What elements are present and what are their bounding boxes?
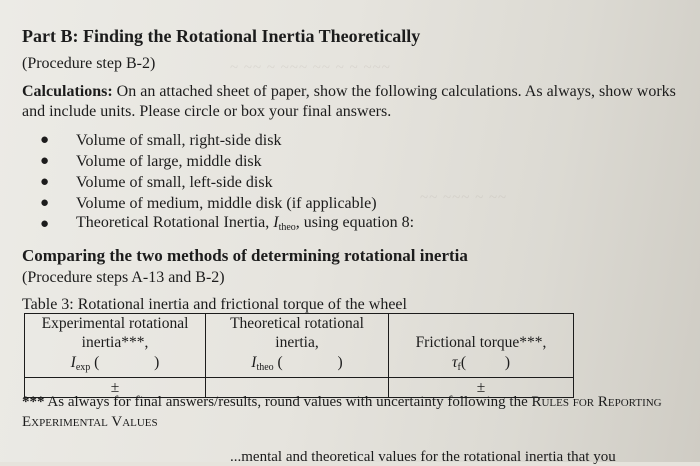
procedure-steps: (Procedure steps A-13 and B-2) bbox=[22, 269, 225, 286]
procedure-step: (Procedure step B-2) bbox=[22, 55, 156, 72]
theoretical-inertia-cell[interactable]: Theoretical rotational inertia, $I_{theo}$ ( ) bbox=[206, 314, 389, 378]
bullet-icon: ● bbox=[40, 153, 50, 169]
list-item: ● Volume of small, left-side disk bbox=[40, 174, 273, 191]
table-header-row bbox=[25, 314, 574, 378]
cutoff-text: ...mental and theoretical values for the rotational inertia that you bbox=[230, 449, 616, 465]
list-item: ● Volume of large, middle disk bbox=[40, 153, 262, 170]
bleed-through-text: ~~ ~~~ ~ ~~ bbox=[420, 190, 508, 206]
list-item: ● Volume of medium, middle disk (if applicable) bbox=[40, 195, 377, 212]
comparison-title: Comparing the two methods of determining rotational inertia bbox=[22, 246, 468, 265]
part-b-title: Part B: Finding the Rotational Inertia Theoretically bbox=[22, 26, 421, 46]
calculations-label: Calculations: bbox=[22, 83, 113, 100]
bullet-icon: ● bbox=[40, 174, 50, 190]
bullet-icon: ● bbox=[40, 132, 50, 148]
bleed-through-text: ~ ~~ ~ ~~~ ~~ ~ ~ ~~~ bbox=[230, 60, 391, 76]
list-item: ● Theoretical Rotational Inertia, $I_{theo}$, using equation 8: bbox=[40, 214, 414, 235]
list-item: ● Volume of small, right-side disk bbox=[40, 132, 282, 149]
experimental-inertia-cell[interactable]: Experimental rotational inertia***, $I_{exp}$ ( ) bbox=[25, 314, 206, 378]
table-caption: Table 3: Rotational inertia and frictional torque of the wheel bbox=[22, 296, 407, 313]
table-3 bbox=[24, 313, 574, 398]
frictional-torque-cell[interactable]: Frictional torque***, $\tau_f$( ) bbox=[389, 314, 574, 378]
experimental-value-cell[interactable]: ± bbox=[25, 378, 206, 398]
rounding-note: *** As always for final answers/results, round values with uncertainty following the Rules for Reporting Experimental Values bbox=[22, 394, 662, 430]
calculations-text: On an attached sheet of paper, show the following calculations. As always, show works and include units. Please circle or box your final answers. bbox=[22, 83, 676, 120]
torque-value-cell[interactable]: ± bbox=[389, 378, 574, 398]
bullet-icon: ● bbox=[40, 216, 50, 232]
bullet-icon: ● bbox=[40, 195, 50, 211]
calculations-instructions bbox=[22, 82, 682, 122]
calculation-list bbox=[40, 130, 414, 235]
